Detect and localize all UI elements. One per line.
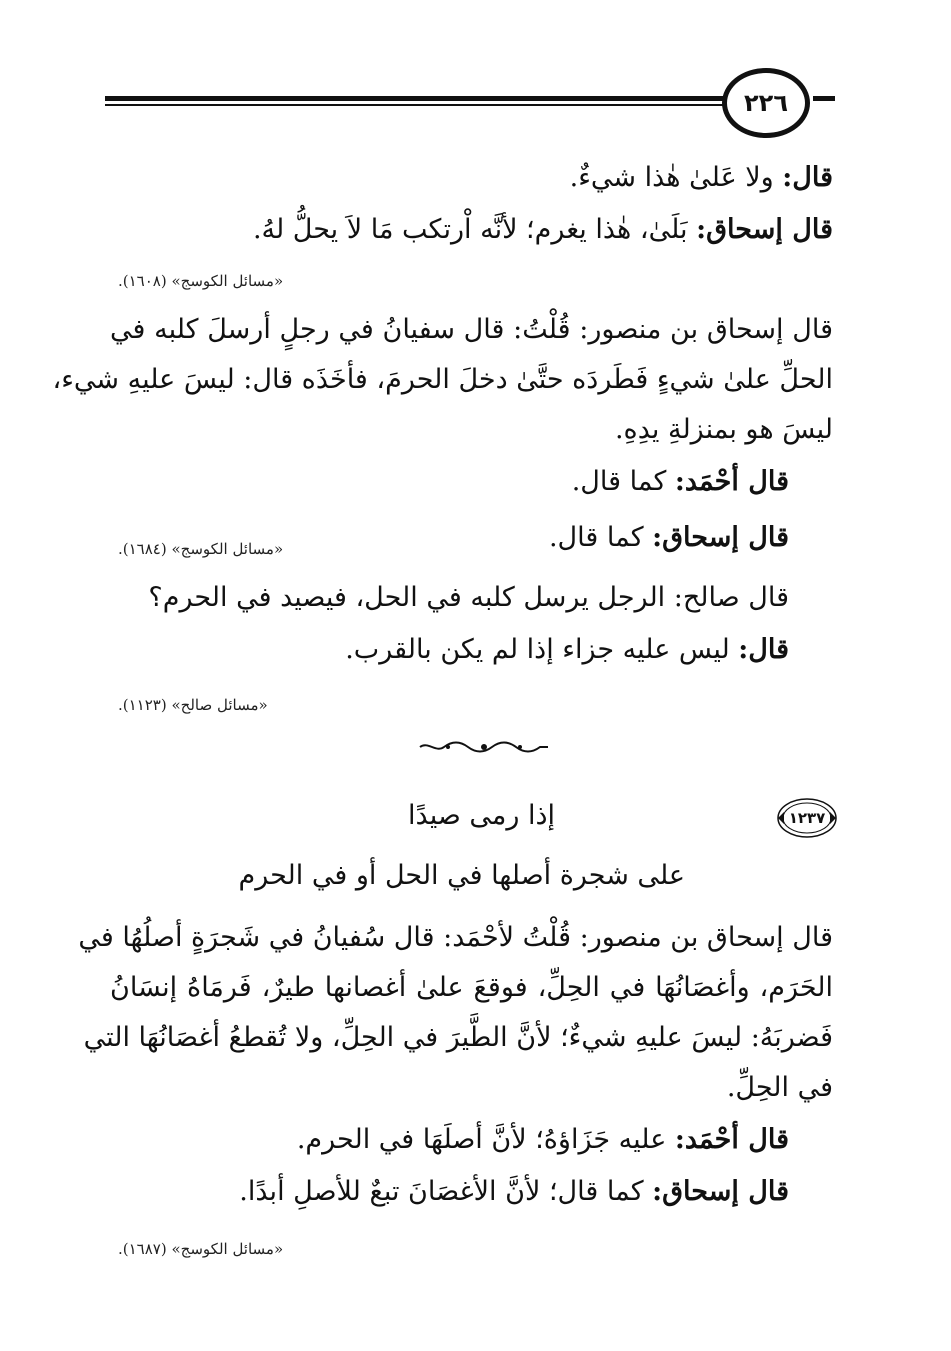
paragraph-2-line-1: قال إسحاق بن منصور: قُلْتُ لأحْمَد: قال سُفيانُ في شَجرَةٍ أصلُهُا في (78, 922, 833, 953)
line-text: كما قال. (571, 466, 675, 497)
header-rule-tail (813, 96, 835, 101)
text-line-5: قال صالح: الرجل يرسل كلبه في الحل، فيصيد في الحرم؟ (148, 582, 789, 613)
speaker-label: قال إسحاق: (696, 214, 833, 245)
line-text: ولا عَلىٰ هٰذا شيءٌ. (569, 162, 783, 193)
paragraph-2-line-2: الحَرَم، وأغصَانُهَا في الحِلِّ، فوقعَ علىٰ أغصانها طيرٌ، فَرمَاهُ إنسَانُ (110, 972, 833, 1003)
header-rule-thick (105, 96, 726, 101)
source-citation-3: «مسائل صالح» (١١٢٣). (118, 696, 268, 714)
speaker-label: قال: (782, 162, 833, 193)
paragraph-1-line-3: ليسَ هو بمنزلةِ يدِهِ. (614, 414, 833, 445)
section-subtitle: على شجرة أصلها في الحل أو في الحرم (238, 860, 685, 891)
speaker-label: قال أحْمَد: (674, 466, 789, 497)
line-text: بَلَىٰ، هٰذا يغرم؛ لأنَّه اْرتكب مَا لاَ يحلُّ لهُ. (252, 214, 697, 245)
speaker-label: قال: (738, 634, 789, 665)
paragraph-2-line-3: فَضربَهُ: ليسَ عليهِ شيءٌ؛ لأنَّ الطَّيرَ في الحِلِّ، ولا تُقطعُ أغصَانُهَا التي (83, 1022, 833, 1053)
speaker-label: قال إسحاق: (652, 1176, 789, 1207)
source-citation-1: «مسائل الكوسج» (١٦٠٨). (118, 272, 284, 290)
text-line-7 (297, 1120, 789, 1160)
text-line-6 (345, 630, 789, 670)
paragraph-2-line-4: في الحِلِّ. (726, 1072, 833, 1103)
line-text: كما قال. (548, 522, 653, 553)
source-citation-4: «مسائل الكوسج» (١٦٨٧). (118, 1240, 284, 1258)
header-rule (105, 92, 726, 110)
text-line-3 (572, 462, 789, 502)
paragraph-1-line-2: الحلِّ علىٰ شيءٍ فَطَردَه حتَّىٰ دخلَ الحرمَ، فأخَذَه قال: ليسَ عليهِ شيء، (52, 364, 833, 395)
page-number: ٢٢٦ (744, 89, 788, 117)
page-number-badge (722, 68, 810, 138)
line-text: عليه جَزَاؤهُ؛ لأنَّ أصلَهَا في الحرم. (296, 1124, 675, 1155)
section-number-badge (776, 796, 838, 840)
text-line-8 (239, 1172, 789, 1212)
speaker-label: قال أحْمَد: (674, 1124, 789, 1155)
line-text: ليس عليه جزاء إذا لم يكن بالقرب. (345, 634, 739, 665)
source-citation-2: «مسائل الكوسج» (١٦٨٤). (118, 540, 284, 558)
paragraph-1-line-1: قال إسحاق بن منصور: قُلْتُ: قال سفيانُ في رجلٍ أرسلَ كلبه في (110, 314, 833, 345)
section-title: إذا رمى صيدًا (408, 800, 555, 831)
section-number: ١٢٣٧ (788, 809, 826, 827)
text-line-1 (570, 158, 833, 198)
text-line-2 (253, 210, 833, 250)
line-text: كما قال؛ لأنَّ الأغصَانَ تبعٌ للأصلِ أبدًا. (239, 1176, 653, 1207)
header-rule-thin (105, 104, 726, 106)
speaker-label: قال إسحاق: (652, 522, 789, 553)
text-line-4 (549, 518, 789, 558)
ornament-divider-icon (418, 740, 550, 754)
